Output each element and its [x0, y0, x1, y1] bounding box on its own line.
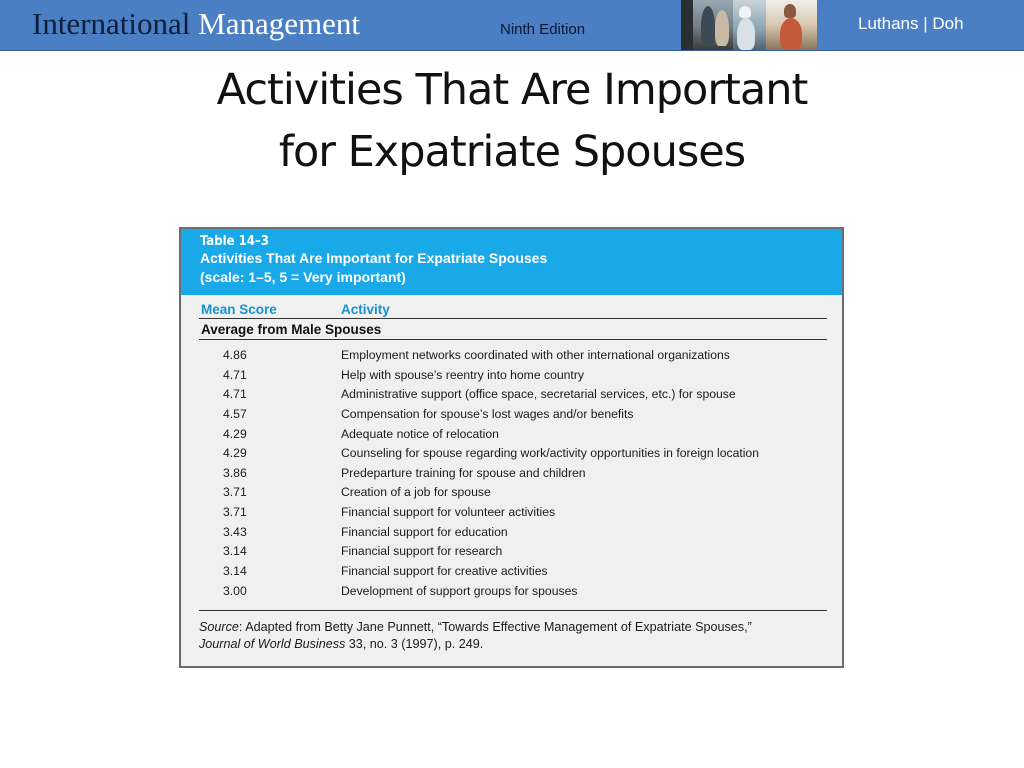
row-activity: Financial support for education [341, 524, 508, 539]
table-source-note [199, 610, 827, 653]
table-row [199, 347, 827, 367]
edition-label: Ninth Edition [500, 21, 586, 38]
source-text-1: : Adapted from Betty Jane Punnett, “Towards Effective Management of Expatriate Spouses,” [238, 620, 752, 634]
column-header-activity: Activity [341, 302, 390, 317]
slide-title-line-2: for Expatriate Spouses [278, 127, 746, 177]
row-activity: Financial support for creative activities [341, 564, 548, 579]
row-score: 4.29 [223, 426, 247, 441]
table-header [181, 229, 842, 295]
row-score: 4.71 [223, 367, 247, 382]
row-score: 4.29 [223, 446, 247, 461]
row-activity: Development of support groups for spouses [341, 583, 578, 598]
source-label: Source [199, 620, 239, 634]
table-caption: Activities That Are Important for Expatriate Spouses [200, 250, 548, 266]
photo-panel [693, 0, 733, 50]
row-activity: Financial support for volunteer activities [341, 505, 556, 520]
row-score: 4.71 [223, 387, 247, 402]
table-row [199, 504, 827, 524]
table-row [199, 426, 827, 446]
header-photo-collage [681, 0, 817, 50]
photo-panel [766, 0, 817, 50]
row-activity: Administrative support (office space, secretarial services, etc.) for spouse [341, 387, 736, 402]
row-activity: Help with spouse’s reentry into home country [341, 367, 584, 382]
column-headers [199, 301, 827, 319]
table-row [199, 543, 827, 563]
row-activity: Financial support for research [341, 544, 503, 559]
table-figure [179, 227, 844, 668]
row-activity: Creation of a job for spouse [341, 485, 491, 500]
authors-label: Luthans | Doh [858, 14, 964, 33]
source-text-2: 33, no. 3 (1997), p. 249. [345, 637, 484, 651]
row-activity: Employment networks coordinated with other international organizations [341, 348, 730, 362]
source-journal: Journal of World Business [199, 637, 346, 651]
row-score: 4.57 [223, 406, 247, 421]
table-row [199, 386, 827, 406]
table-rows [199, 347, 827, 602]
row-score: 3.86 [223, 465, 247, 480]
book-title-word-1: International [32, 6, 191, 41]
table-row [199, 465, 827, 485]
book-title-word-2: Management [198, 6, 360, 41]
table-row [199, 524, 827, 544]
table-row [199, 367, 827, 387]
row-score: 3.71 [223, 505, 247, 520]
book-title [32, 5, 360, 43]
row-score: 4.86 [223, 348, 247, 362]
table-row [199, 563, 827, 583]
row-score: 3.00 [223, 583, 247, 598]
column-header-score: Mean Score [201, 302, 277, 317]
table-row [199, 484, 827, 504]
photo-panel [681, 0, 693, 50]
row-activity: Predeparture training for spouse and children [341, 465, 586, 480]
row-score: 3.43 [223, 524, 247, 539]
table-row [199, 406, 827, 426]
row-score: 3.71 [223, 485, 247, 500]
row-activity: Compensation for spouse’s lost wages and/or benefits [341, 406, 634, 421]
row-score: 3.14 [223, 564, 247, 579]
table-number: Table 14–3 [200, 234, 269, 249]
slide-title [0, 59, 1024, 183]
section-label-text: Average from Male Spouses [201, 322, 382, 337]
table-scale: (scale: 1–5, 5 = Very important) [200, 269, 406, 285]
table-row [199, 445, 827, 465]
table-row [199, 583, 827, 603]
photo-panel [733, 0, 766, 50]
header-banner [0, 0, 1024, 51]
row-activity: Counseling for spouse regarding work/activity opportunities in foreign location [341, 446, 759, 461]
slide-title-line-1: Activities That Are Important [216, 65, 808, 115]
row-activity: Adequate notice of relocation [341, 426, 499, 441]
section-label [199, 321, 827, 340]
row-score: 3.14 [223, 544, 247, 559]
